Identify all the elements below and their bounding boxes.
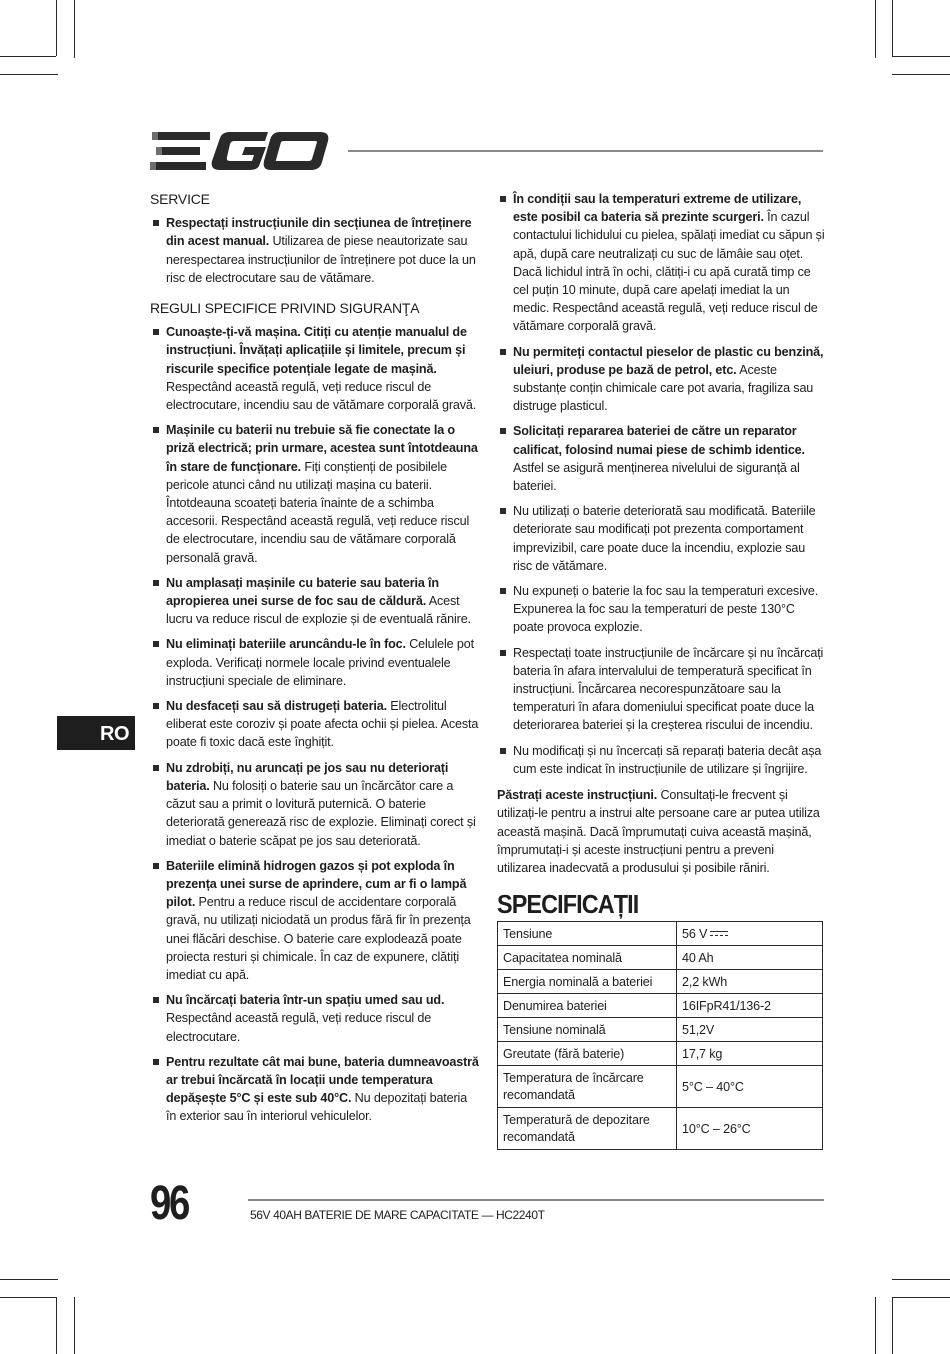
table-row <box>498 946 823 970</box>
spec-value: 40 Ah <box>677 946 823 970</box>
list-item: Bateriile elimină hidrogen gazos și pot exploda în prezența unei surse de aprindere, cum ar fi o lampă pilot. Pentru a reduce riscul de accidentare corporală gravă, nu utilizați niciodată un produs fără fir în prezența unei flăcări deschise. O baterie care explodează poate proiecta resturi și chimicale. În caz de expunere, clătiți imediat cu apă. <box>150 857 480 984</box>
table-row <box>498 1066 823 1108</box>
crop-mark <box>892 0 893 56</box>
specifications-title: SPECIFICAȚII <box>497 889 639 920</box>
spec-value: 2,2 kWh <box>677 970 823 994</box>
spec-key: Greutate (fără baterie) <box>498 1042 677 1066</box>
rules-list <box>150 323 480 1125</box>
language-tab: RO <box>57 716 135 750</box>
list-item: Respectați instrucțiunile din secțiunea de întreținere din acest manual. Utilizarea de piese neautorizate sau nerespectarea instrucțiunilor de întreținere pot duce la un risc de electrocutare sau de vătămare. <box>150 214 480 287</box>
spec-key: Capacitatea nominală <box>498 946 677 970</box>
list-item: Solicitați repararea bateriei de către un reparator calificat, folosind numai piese de schimb identice. Astfel se asigură menținerea nivelului de siguranță al bateriei. <box>497 422 825 495</box>
footer-text: 56V 40AH BATERIE DE MARE CAPACITATE — HC2240T <box>250 1208 545 1222</box>
keep-instructions-paragraph: Păstrați aceste instrucțiuni. Consultați-le frecvent și utilizați-le pentru a instrui alte persoane care ar putea utiliza această mașină. Dacă împrumutați cuiva această mașină, împrumutați-i și aceste instrucțiuni pentru a preveni utilizarea inadecvată a produsului și posibile răniri. <box>497 788 820 875</box>
left-column <box>150 190 480 1133</box>
rules-heading: REGULI SPECIFICE PRIVIND SIGURANŢA <box>150 300 420 317</box>
crop-mark <box>0 1297 56 1298</box>
list-item: Nu zdrobiți, nu aruncați pe jos sau nu deteriorați bateria. Nu folosiți o baterie sau un încărcător care a căzut sau a primit o lovitură puternică. O baterie deteriorată generează risc de explozie. Eliminați corect și imediat o baterie scăpat pe jos sau deteriorată. <box>150 759 480 850</box>
spec-key: Energia nominală a bateriei <box>498 970 677 994</box>
spec-key: Denumirea bateriei <box>498 994 677 1018</box>
list-item: Nu permiteți contactul pieselor de plastic cu benzină, uleiuri, produse pe bază de petrol, etc. Aceste substanțe conțin chimicale care pot avaria, fragiliza sau distruge plasticul. <box>497 343 825 416</box>
table-row <box>498 1018 823 1042</box>
table-row <box>498 1042 823 1066</box>
crop-mark <box>875 0 876 58</box>
crop-mark <box>56 1297 57 1354</box>
service-heading: SERVICE <box>150 191 210 207</box>
list-item: Nu amplasați mașinile cu baterie sau bateria în apropierea unei surse de foc sau de căldură. Acest lucru va reduce riscul de explozie și de eventuală rănire. <box>150 574 480 629</box>
spec-key: Temperatură de depozitare recomandată <box>498 1108 677 1150</box>
page-number: 96 <box>150 1177 188 1230</box>
crop-mark <box>74 1297 75 1354</box>
spec-key: Temperatura de încărcare recomandată <box>498 1066 677 1108</box>
table-row <box>498 970 823 994</box>
service-list <box>150 214 480 287</box>
crop-mark <box>0 1279 58 1280</box>
table-row <box>498 1108 823 1150</box>
ego-logo <box>150 130 330 172</box>
spec-value: 16IFpR41/136-2 <box>677 994 823 1018</box>
safety-list <box>497 190 825 778</box>
specifications-table <box>497 921 823 1150</box>
list-item: Cunoaște-ți-vă mașina. Citiți cu atenție manualul de instrucțiuni. Învățați aplicațiile și limitele, precum și riscurile specifice potențiale legate de mașină. Respectând această regulă, veți reduce riscul de electrocutare, incendiu sau de vătămare corporală gravă. <box>150 323 480 414</box>
crop-mark <box>0 56 56 57</box>
list-item: Nu desfaceți sau să distrugeți bateria. Electrolitul eliberat este coroziv și poate afecta ochii și pielea. Acesta poate fi toxic dacă este înghițit. <box>150 697 480 752</box>
spec-value: 17,7 kg <box>677 1042 823 1066</box>
header-rule <box>348 150 823 152</box>
list-item: Nu expuneți o baterie la foc sau la temperaturi excesive. Expunerea la foc sau la temperaturi de peste 130°C poate provoca explozie. <box>497 582 825 637</box>
list-item: În condiții sau la temperaturi extreme de utilizare, este posibil ca bateria să prezinte scurgeri. În cazul contactului lichidului cu pielea, spălați imediat cu săpun și apă, după care neutralizați cu suc de lămâie sau oțet. Dacă lichidul intră în ochi, clătiți-i cu apă curată timp ce cel puțin 10 minute, după care apelați imediat la un medic. Respectând această regulă, veți reduce riscul de vătămare corporală gravă. <box>497 190 825 336</box>
crop-mark <box>892 1297 950 1298</box>
spec-value: 56 V <box>677 922 823 946</box>
table-row <box>498 994 823 1018</box>
list-item: Nu încărcați bateria într-un spațiu umed sau ud. Respectând această regulă, veți reduce riscul de electrocutare. <box>150 991 480 1046</box>
spec-value: 5°C – 40°C <box>677 1066 823 1108</box>
spec-key: Tensiune <box>498 922 677 946</box>
crop-mark <box>892 1297 893 1354</box>
crop-mark <box>56 0 57 56</box>
direct-current-icon <box>710 931 728 937</box>
table-row <box>498 922 823 946</box>
footer-rule <box>248 1199 824 1201</box>
list-item: Pentru rezultate cât mai bune, bateria dumneavoastră ar trebui încărcată în locații unde temperatura depășește 5°C și este sub 40°C. Nu depozitați bateria în exterior sau în interiorul vehiculelor. <box>150 1053 480 1126</box>
list-item: Nu modificați și nu încercați să reparați bateria decât așa cum este indicat în instrucțiunile de utilizare și îngrijire. <box>497 742 825 778</box>
list-item: Respectați toate instrucțiunile de încărcare și nu încărcați bateria în afara intervalului de temperatură specificat în instrucțiuni. Încărcarea necorespunzătoare sau la temperaturi în afara domeniului specificat poate duce la deteriorarea bateriei și la creșterea riscului de incendiu. <box>497 644 825 735</box>
spec-key: Tensiune nominală <box>498 1018 677 1042</box>
spec-value: 51,2V <box>677 1018 823 1042</box>
crop-mark <box>892 1279 950 1280</box>
crop-mark <box>892 56 950 57</box>
crop-mark <box>0 74 58 75</box>
right-column <box>497 190 825 1150</box>
list-item: Mașinile cu baterii nu trebuie să fie conectate la o priză electrică; prin urmare, acestea sunt întotdeauna în stare de funcționare. Fiți conștienți de posibilele pericole atunci când nu utilizați mașina cu baterii. Întotdeauna scoateți bateria înainte de a schimba accesorii. Respectând această regulă, veți reduce riscul de electrocutare, incendiu sau de vătămare corporală personală gravă. <box>150 421 480 567</box>
spec-value: 10°C – 26°C <box>677 1108 823 1150</box>
crop-mark <box>74 0 75 58</box>
list-item: Nu utilizați o baterie deteriorată sau modificată. Bateriile deteriorate sau modificați pot prezenta comportament imprevizibil, care poate duce la incendiu, explozie sau risc de vătămare. <box>497 502 825 575</box>
list-item: Nu eliminați bateriile aruncându-le în foc. Celulele pot exploda. Verificați normele locale privind eventualele instrucțiuni speciale de eliminare. <box>150 635 480 690</box>
crop-mark <box>875 1297 876 1354</box>
crop-mark <box>892 74 950 75</box>
